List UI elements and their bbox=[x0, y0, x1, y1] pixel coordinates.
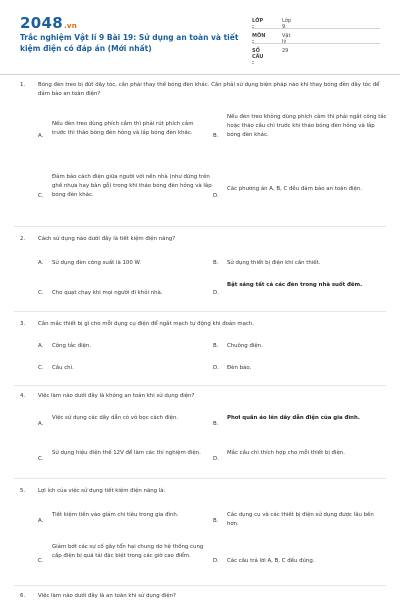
divider bbox=[14, 311, 386, 312]
question-number: 5. bbox=[20, 488, 26, 494]
header-divider bbox=[0, 74, 400, 75]
option-text[interactable]: Cho quạt chạy khi mọi người đi khỏi nhà. bbox=[52, 290, 163, 296]
option-text[interactable]: Sử dụng hiệu điện thế 12V để làm các thí nghiệm điện. bbox=[52, 450, 201, 456]
option-letter: B. bbox=[213, 260, 219, 266]
option-letter: B. bbox=[213, 133, 219, 139]
question-number: 1. bbox=[20, 82, 26, 88]
question-text: Việc làm nào dưới đây là an toàn khi sử dụng điện? bbox=[38, 593, 176, 599]
question-number: 4. bbox=[20, 393, 26, 399]
info-label: SỐ CÂU : bbox=[252, 48, 264, 66]
option-text[interactable]: Các câu trả lời A, B, C đều đúng. bbox=[227, 558, 315, 564]
option-text[interactable]: Các phương án A, B, C đều đảm bảo an toàn điện. bbox=[227, 186, 362, 192]
option-text[interactable]: Đảm bảo cách điện giữa người với nền nhà (như đứng trên ghế nhựa hay bàn gỗ) trong khi tháo bóng đèn hỏng và lắp bóng đèn khác. bbox=[52, 174, 212, 198]
option-letter: C. bbox=[38, 365, 44, 371]
option-letter: D. bbox=[213, 290, 219, 296]
option-letter: C. bbox=[38, 558, 44, 564]
option-text[interactable]: Phơi quần áo lên dây dẫn điện của gia đình. bbox=[227, 415, 360, 421]
question-number: 2. bbox=[20, 236, 26, 242]
info-value: 29 bbox=[282, 48, 289, 54]
option-letter: C. bbox=[38, 193, 44, 199]
option-text[interactable]: Sử dụng thiết bị điện khi cần thiết. bbox=[227, 260, 321, 266]
option-text[interactable]: Cầu chì. bbox=[52, 365, 74, 371]
option-letter: A. bbox=[38, 133, 44, 139]
option-text[interactable]: Bật sáng tất cả các đèn trong nhà suốt đêm. bbox=[227, 282, 363, 288]
option-text[interactable]: Đèn báo. bbox=[227, 365, 252, 371]
option-letter: B. bbox=[213, 518, 219, 524]
divider bbox=[14, 585, 386, 586]
option-text[interactable]: Nếu đèn treo không dùng phích cắm thì phải ngắt công tắc hoặc tháo cầu chì trước khi tháo bóng đèn hỏng và lắp bóng đèn khác. bbox=[227, 114, 387, 138]
option-letter: C. bbox=[38, 456, 44, 462]
option-letter: A. bbox=[38, 343, 44, 349]
option-letter: D. bbox=[213, 558, 219, 564]
option-text[interactable]: Mắc cầu chì thích hợp cho mỗi thiết bị điện. bbox=[227, 450, 345, 456]
option-letter: D. bbox=[213, 193, 219, 199]
info-label: LỚP : bbox=[252, 18, 264, 30]
option-letter: B. bbox=[213, 343, 219, 349]
logo-suffix: .vn bbox=[63, 22, 78, 30]
option-letter: A. bbox=[38, 260, 44, 266]
option-text[interactable]: Công tắc điện. bbox=[52, 343, 92, 349]
site-logo[interactable] bbox=[20, 14, 77, 32]
question-text: Việc làm nào dưới đây là không an toàn khi sử dụng điện? bbox=[38, 393, 195, 399]
divider bbox=[252, 43, 380, 44]
option-letter: C. bbox=[38, 290, 44, 296]
info-value: Lớp 9 bbox=[282, 18, 292, 30]
divider bbox=[252, 28, 380, 29]
option-text[interactable]: Sử dụng đèn công suất là 100 W. bbox=[52, 260, 141, 266]
divider bbox=[14, 385, 386, 386]
info-label: MÔN : bbox=[252, 33, 266, 45]
option-text[interactable]: Tiết kiệm tiền vào giảm chi tiêu trong gia đình. bbox=[52, 512, 179, 518]
option-letter: A. bbox=[38, 421, 44, 427]
option-text[interactable]: Nếu đèn treo dùng phích cắm thì phải rút phích cắm trước thì tháo bóng đèn hỏng và lắp bóng đèn khác. bbox=[52, 121, 194, 136]
question-text: Cách sử dụng nào dưới đây là tiết kiệm điện năng? bbox=[38, 236, 176, 242]
question-text: Cần mắc thiết bị gì cho mỗi dụng cụ điện để ngắt mạch tự động khi đoản mạch. bbox=[38, 321, 255, 327]
option-text[interactable]: Các dụng cụ và các thiết bị điện sử dụng được lâu bền hơn. bbox=[227, 512, 374, 527]
question-number: 3. bbox=[20, 321, 26, 327]
option-letter: D. bbox=[213, 456, 219, 462]
divider bbox=[14, 226, 386, 227]
option-letter: B. bbox=[213, 421, 219, 427]
page-title: Trắc nghiệm Vật lí 9 Bài 19: Sử dụng an toàn và tiết kiệm điện có đáp án (Mới nhất) bbox=[20, 33, 239, 53]
divider bbox=[14, 478, 386, 479]
option-text[interactable]: Giảm bớt các sự cố gây tổn hại chung do hệ thống cung cấp điện bị quá tải đặc biệt trong các giờ cao điểm. bbox=[52, 544, 204, 559]
question-text: Bóng đèn treo bị đứt dây tóc, cần phải thay thế bóng đèn khác. Cần phải sử dụng biện pháp nào khi thay bóng đèn dây tóc để đảm bảo an toàn điện? bbox=[38, 82, 380, 97]
option-text[interactable]: Chuông điện. bbox=[227, 343, 263, 349]
logo-main: 2048 bbox=[20, 14, 63, 32]
info-value: Vật lý bbox=[282, 33, 291, 45]
question-number: 6. bbox=[20, 593, 26, 599]
option-text[interactable]: Việc sử dụng các dây dẫn có vỏ bọc cách điện. bbox=[52, 415, 179, 421]
option-letter: D. bbox=[213, 365, 219, 371]
option-letter: A. bbox=[38, 518, 44, 524]
question-text: Lợi ích của việc sử dụng tiết kiệm điện năng là: bbox=[38, 488, 166, 494]
